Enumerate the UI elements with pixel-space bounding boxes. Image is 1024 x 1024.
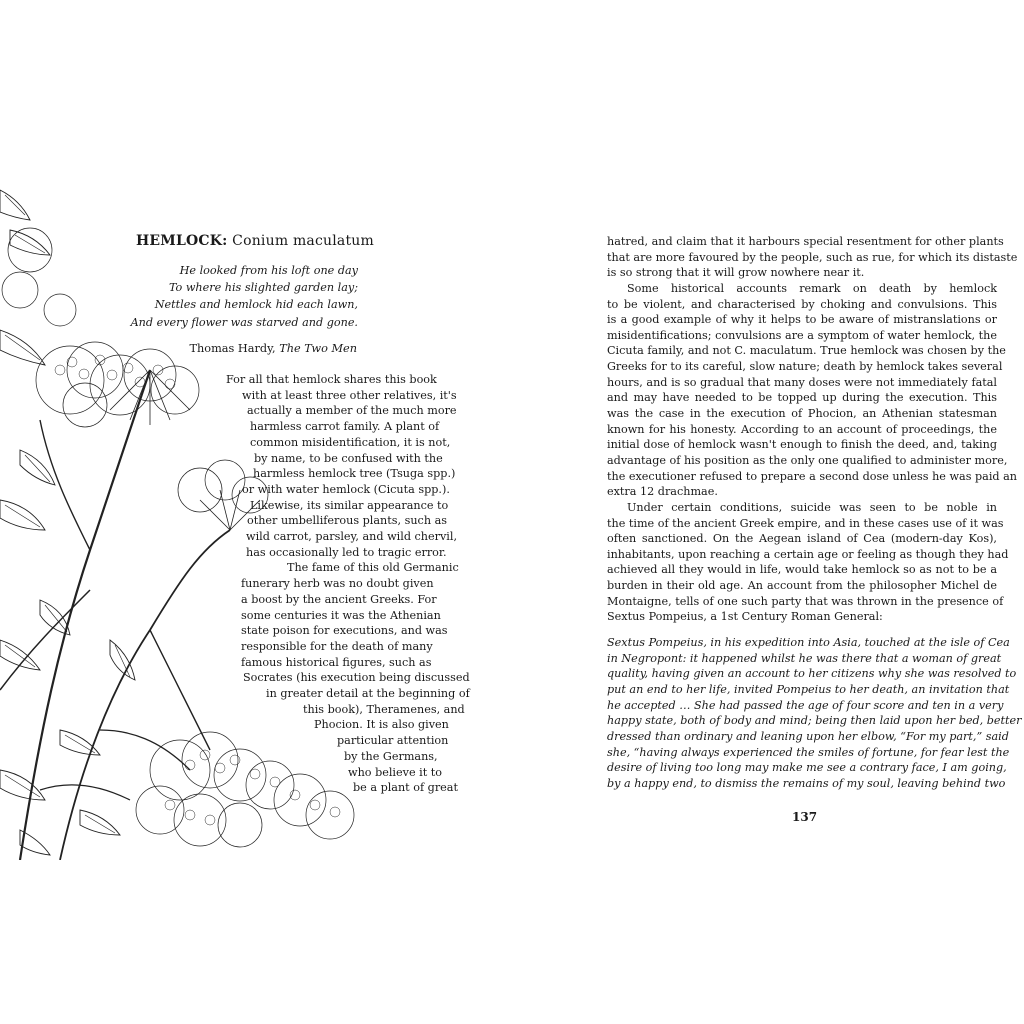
body-line: responsible for the death of many: [241, 639, 433, 653]
body-line: Sextus Pompeius, a 1st Century Roman General:: [607, 610, 883, 624]
quote-line: Sextus Pompeius, in his expedition into Asia, touched at the isle of Cea: [607, 636, 1010, 650]
quote-line: by a happy end, to dismiss the remains of my soul, leaving behind two: [607, 776, 1006, 790]
page-title: [136, 233, 374, 249]
quote-line: in Negropont: it happened whilst he was there that a woman of great: [607, 651, 1002, 665]
page-number: 137: [792, 810, 818, 824]
body-line: some centuries it was the Athenian: [241, 608, 441, 622]
body-line: and may have needed to be topped up during the execution. This: [607, 391, 997, 405]
quote-line: he accepted … She had passed the age of four score and ten in a very: [607, 698, 1004, 712]
body-line: initial dose of hemlock wasn't enough to finish the deed, and, taking: [607, 438, 997, 452]
body-line: in greater detail at the beginning of: [266, 687, 470, 700]
body-line: has occasionally led to tragic error.: [246, 545, 447, 559]
body-line: advantage of his position as the only one qualified to administer more,: [607, 453, 1008, 467]
body-line: other umbelliferous plants, such as: [247, 514, 447, 528]
body-line: extra 12 drachmae.: [607, 485, 718, 499]
body-line: achieved all they would in life, would take hemlock so as not to be a: [607, 563, 997, 577]
body-line: to be violent, and characterised by choking and convulsions. This: [607, 297, 997, 311]
body-line: funerary herb was no doubt given: [241, 577, 434, 591]
body-line: famous historical figures, such as: [241, 655, 432, 669]
body-line: known for his honesty. According to an account of proceedings, the: [607, 422, 997, 436]
body-line: or with water hemlock (Cicuta spp.).: [242, 482, 450, 496]
epigraph-attribution: [120, 342, 357, 355]
right-body-text: [607, 234, 1022, 791]
body-line: the time of the ancient Greek empire, and in these cases use of it was: [607, 516, 1004, 530]
title-common-name: HEMLOCK:: [136, 233, 228, 249]
attribution-work: The Two Men: [279, 342, 357, 355]
quote-line: desire of living too long may make me see a contrary face, I am going,: [607, 761, 1007, 775]
body-line: by name, to be confused with the: [254, 451, 443, 465]
body-line: For all that hemlock shares this book: [226, 373, 437, 386]
epigraph-line: Nettles and hemlock hid each lawn,: [154, 298, 358, 312]
body-line: Greeks for to its careful, slow nature; death by hemlock takes several: [607, 360, 1003, 374]
right-page: [512, 0, 1024, 1024]
epigraph: [120, 262, 358, 331]
body-line: Cicuta family, and not C. maculatum. True hemlock was chosen by the: [607, 344, 1006, 358]
title-latin-name: Conium maculatum: [227, 233, 374, 249]
body-line: The fame of this old Germanic: [287, 561, 459, 575]
body-line: be a plant of great: [353, 781, 458, 795]
body-line: harmless hemlock tree (Tsuga spp.): [253, 467, 456, 481]
body-line: is a good example of why it helps to be aware of mistranslations or: [607, 313, 997, 327]
epigraph-line: To where his slighted garden lay;: [168, 281, 358, 295]
body-line: a boost by the ancient Greeks. For: [241, 592, 437, 606]
quote-line: quality, having given an account to her citizens why she was resolved to: [607, 667, 1017, 681]
body-line: often sanctioned. On the Aegean island of Cea (modern-day Kos),: [607, 532, 997, 546]
body-line: that are more favoured by the people, such as rue, for which its distaste: [607, 250, 1018, 264]
body-line: was the case in the execution of Phocion, an Athenian statesman: [607, 407, 997, 421]
body-line: this book), Theramenes, and: [303, 702, 465, 716]
body-line: Phocion. It is also given: [314, 718, 449, 732]
body-line: Under certain conditions, suicide was seen to be noble in: [627, 500, 997, 514]
body-line: by the Germans,: [344, 749, 438, 763]
body-line: wild carrot, parsley, and wild chervil,: [246, 530, 458, 543]
body-line: is so strong that it will grow nowhere near it.: [607, 266, 865, 280]
body-line: with at least three other relatives, it's: [242, 388, 457, 402]
body-line: the executioner refused to prepare a second dose unless he was paid an: [607, 469, 1018, 483]
body-line: particular attention: [337, 734, 449, 748]
body-line: Socrates (his execution being discussed: [243, 671, 470, 685]
epigraph-line: He looked from his loft one day: [179, 264, 358, 277]
body-line: harmless carrot family. A plant of: [250, 420, 440, 434]
body-line: misidentifications; convulsions are a symptom of water hemlock, the: [607, 328, 997, 342]
body-line: Montaigne, tells of one such party that was thrown in the presence of: [607, 594, 1004, 608]
body-line: who believe it to: [348, 765, 442, 779]
quote-line: she, “having always experienced the smiles of fortune, for fear lest the: [607, 745, 1010, 759]
body-line: common misidentification, it is not,: [250, 435, 451, 449]
body-line: Some historical accounts remark on death by hemlock: [627, 281, 997, 295]
body-line: state poison for executions, and was: [241, 624, 448, 638]
body-line: inhabitants, upon reaching a certain age or feeling as though they had: [607, 547, 1009, 561]
quote-line: dressed than ordinary and leaning upon her elbow, “For my part,” said: [607, 729, 1009, 743]
body-line: actually a member of the much more: [247, 404, 457, 418]
body-line: hours, and is so gradual that many doses were not immediately fatal: [607, 375, 997, 389]
body-line: Likewise, its similar appearance to: [250, 498, 449, 512]
quote-line: put an end to her life, invited Pompeius to her death, an invitation that: [607, 682, 1010, 696]
body-line: hatred, and claim that it harbours special resentment for other plants: [607, 235, 1004, 248]
quote-line: happy state, both of body and mind; being then laid upon her bed, better: [607, 714, 1022, 728]
attribution-author: Thomas Hardy,: [189, 342, 280, 355]
epigraph-line: And every flower was starved and gone.: [130, 315, 358, 329]
body-line: burden in their old age. An account from the philosopher Michel de: [607, 579, 997, 593]
